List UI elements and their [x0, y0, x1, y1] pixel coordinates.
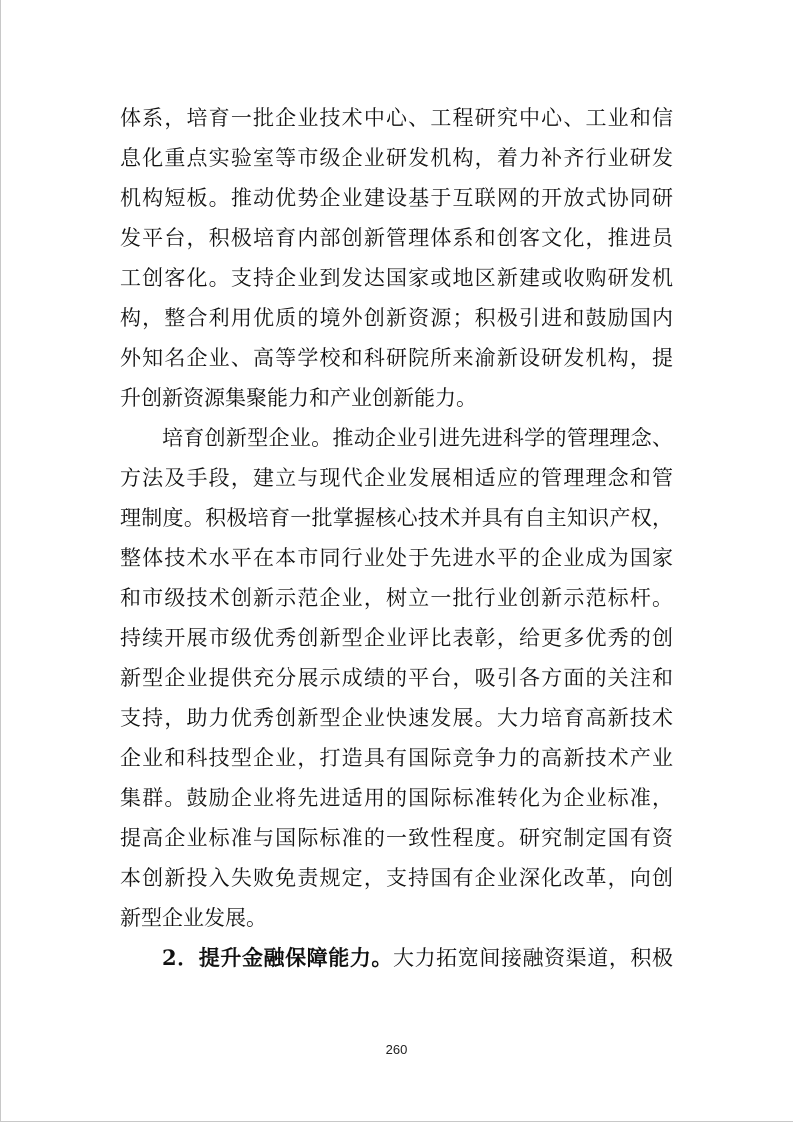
text-line: 集群。鼓励企业将先进适用的国际标准转化为企业标准， [120, 786, 673, 810]
text-line: 企业和科技型企业，打造具有国际竞争力的高新技术产业 [120, 746, 673, 770]
section-heading: 2．提升金融保障能力。 [162, 945, 394, 970]
text-line: 新型企业提供充分展示成绩的平台，吸引各方面的关注和 [120, 666, 673, 690]
text-line: 构，整合利用优质的境外创新资源；积极引进和鼓励国内 [120, 306, 673, 330]
section-text: 大力拓宽间接融资渠道，积极 [393, 946, 673, 970]
text-line: 工创客化。支持企业到发达国家或地区新建或收购研发机 [120, 266, 673, 290]
text-line: 提高企业标准与国际标准的一致性程度。研究制定国有资 [120, 826, 673, 850]
page-border-left [0, 0, 1, 1122]
text-line: 外知名企业、高等学校和科研院所来渝新设研发机构，提 [120, 346, 673, 370]
text-line: 发平台，积极培育内部创新管理体系和创客文化，推进员 [120, 226, 673, 250]
paragraph-3 [120, 938, 673, 978]
text-line: 新型企业发展。 [120, 906, 267, 930]
text-line: 整体技术水平在本市同行业处于先进水平的企业成为国家 [120, 546, 673, 570]
text-line: 息化重点实验室等市级企业研发机构，着力补齐行业研发 [120, 146, 673, 170]
text-line: 和市级技术创新示范企业，树立一批行业创新示范标杆。 [120, 586, 673, 610]
document-body [120, 98, 673, 978]
text-line [120, 938, 673, 978]
text-line: 方法及手段，建立与现代企业发展相适应的管理理念和管 [120, 466, 673, 490]
text-line: 持续开展市级优秀创新型企业评比表彰，给更多优秀的创 [120, 626, 673, 650]
paragraph-1 [120, 98, 673, 418]
text-line: 理制度。积极培育一批掌握核心技术并具有自主知识产权， [120, 506, 673, 530]
text-line: 机构短板。推动优势企业建设基于互联网的开放式协同研 [120, 186, 673, 210]
paragraph-2 [120, 418, 673, 938]
page-number: 260 [385, 1042, 408, 1057]
text-line: 培育创新型企业。推动企业引进先进科学的管理理念、 [162, 426, 673, 450]
text-line: 升创新资源集聚能力和产业创新能力。 [120, 386, 477, 410]
text-line: 体系，培育一批企业技术中心、工程研究中心、工业和信 [120, 106, 673, 130]
text-line: 本创新投入失败免责规定，支持国有企业深化改革，向创 [120, 866, 673, 890]
text-line: 支持，助力优秀创新型企业快速发展。大力培育高新技术 [120, 706, 673, 730]
